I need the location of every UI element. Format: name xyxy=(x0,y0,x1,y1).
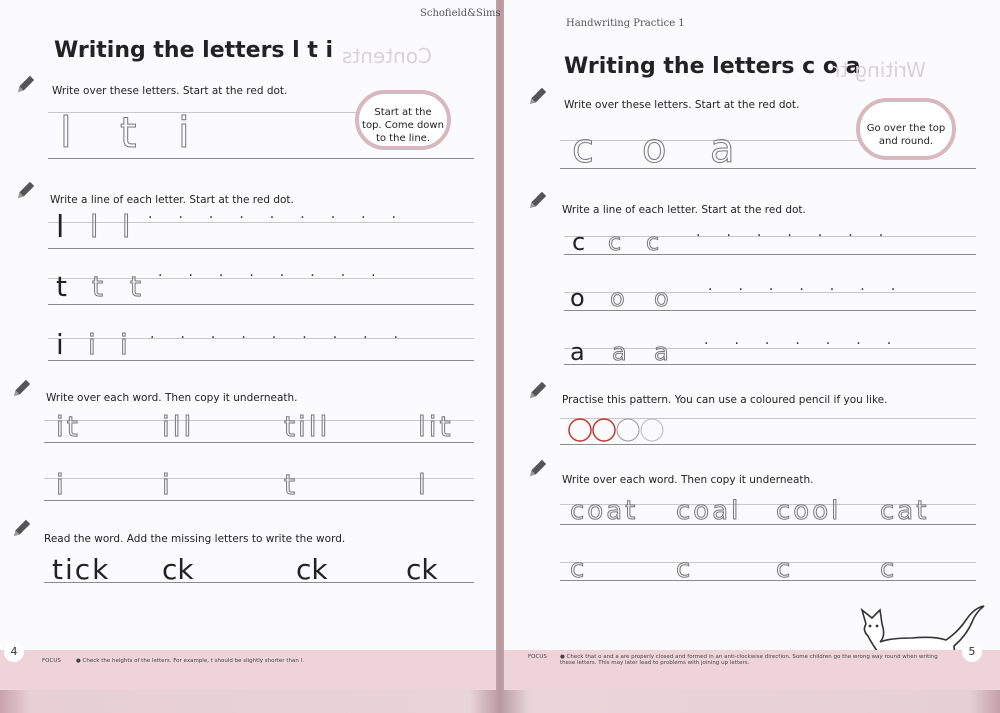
trace-word: lit xyxy=(418,410,454,443)
instruction-2: Write a line of each letter. Start at the red dot. xyxy=(562,204,806,216)
page-number: 5 xyxy=(962,642,982,662)
trace-word: ill xyxy=(162,410,195,443)
page-footer xyxy=(504,645,1000,690)
trace-letter: i xyxy=(162,468,170,501)
model-letter: t xyxy=(56,270,67,303)
pencil-icon xyxy=(526,86,548,108)
start-dots: ······· xyxy=(708,282,922,298)
trace-letter-3: a xyxy=(710,126,735,172)
start-dots: ········· xyxy=(148,210,423,226)
guide-line xyxy=(48,360,474,361)
right-page xyxy=(504,0,1000,690)
word-ending: ck xyxy=(296,553,328,586)
trace-word: cool xyxy=(776,496,842,526)
instruction-3: Practise this pattern. You can use a coloured pencil if you like. xyxy=(562,394,888,406)
trace-letter-2: t xyxy=(120,108,137,157)
page-title: Writing the letters l t i xyxy=(54,38,334,63)
trace-word: it xyxy=(56,410,81,443)
trace-letter: l xyxy=(90,210,99,245)
circle-pattern xyxy=(566,416,696,444)
model-word: tick xyxy=(52,553,111,586)
trace-letter-3: i xyxy=(178,108,190,157)
instruction-4: Read the word. Add the missing letters to write the word. xyxy=(44,533,346,545)
focus-label: FOCUS xyxy=(42,658,61,664)
pencil-icon xyxy=(526,458,548,480)
trace-letter: i xyxy=(56,468,64,501)
pencil-icon xyxy=(14,180,36,202)
pencil-icon xyxy=(526,190,548,212)
model-letter: o xyxy=(570,284,585,312)
trace-letter-1: l xyxy=(60,108,72,157)
guide-line xyxy=(44,500,474,501)
guide-line xyxy=(560,444,976,445)
page-title: Writing the letters c o a xyxy=(564,54,861,79)
bubble-text: top. Come down xyxy=(362,120,444,131)
model-letter: l xyxy=(56,210,65,245)
publisher-header: Schofield&Sims xyxy=(420,8,501,19)
start-dots: ········ xyxy=(158,268,402,284)
trace-letter: l xyxy=(418,468,426,501)
model-letter: c xyxy=(572,228,586,256)
guide-line xyxy=(48,112,388,113)
focus-note: ● Check the heights of the letters. For example, t should be slightly shorter than l. xyxy=(76,658,304,664)
bubble-text: Start at the xyxy=(374,107,432,118)
trace-letter: t xyxy=(284,468,295,501)
trace-letter: a xyxy=(654,338,669,366)
trace-letter-2: o xyxy=(642,126,667,172)
pencil-icon xyxy=(10,378,32,400)
trace-letter: c xyxy=(676,554,691,584)
focus-label: FOCUS xyxy=(528,654,547,660)
page-footer xyxy=(0,645,496,690)
speech-bubble xyxy=(355,90,451,150)
show-through-text: Writing tr xyxy=(832,58,926,82)
bubble-text: and round. xyxy=(878,136,934,147)
trace-letter: l xyxy=(122,210,131,245)
bubble-text: to the line. xyxy=(375,133,431,144)
guide-line xyxy=(48,304,474,305)
instruction-2: Write a line of each letter. Start at the red dot. xyxy=(50,194,294,206)
trace-letter: a xyxy=(612,338,627,366)
trace-word: till xyxy=(284,410,331,443)
focus-note: ● Check that o and a are properly closed and formed in an anti-clockwise direction. Some children go the wrong way round when writing these letters. This may later lead to problems with joining up letters. xyxy=(560,654,938,666)
speech-bubble xyxy=(856,98,956,160)
guide-line xyxy=(564,310,976,311)
trace-letter: t xyxy=(130,270,141,303)
guide-line xyxy=(564,254,976,255)
instruction-1: Write over these letters. Start at the red dot. xyxy=(564,99,800,111)
trace-word: coal xyxy=(676,496,742,526)
instruction-4: Write over each word. Then copy it underneath. xyxy=(562,474,814,486)
guide-line xyxy=(560,562,976,563)
trace-word: cat xyxy=(880,496,930,526)
trace-letter: c xyxy=(646,228,660,256)
model-letter: a xyxy=(570,338,585,366)
book-header: Handwriting Practice 1 xyxy=(566,18,685,29)
trace-word: coat xyxy=(570,496,639,526)
show-through-text: Contents xyxy=(342,44,432,68)
trace-letter: i xyxy=(120,328,128,361)
guide-line xyxy=(560,168,976,169)
start-dots: ······· xyxy=(696,228,910,244)
word-ending: ck xyxy=(406,553,438,586)
word-ending: ck xyxy=(162,553,194,586)
instruction-1: Write over these letters. Start at the red dot. xyxy=(52,85,288,97)
trace-letter: c xyxy=(570,554,585,584)
trace-letter: c xyxy=(880,554,895,584)
model-letter: i xyxy=(56,328,64,361)
bubble-text: Go over the top xyxy=(866,123,946,134)
trace-letter: c xyxy=(776,554,791,584)
left-page xyxy=(0,0,501,690)
pencil-icon xyxy=(14,74,36,96)
guide-line xyxy=(44,478,474,479)
page-number: 4 xyxy=(4,642,24,662)
guide-line xyxy=(560,580,976,581)
trace-letter: t xyxy=(92,270,103,303)
trace-letter: o xyxy=(610,284,625,312)
trace-letter: c xyxy=(608,228,622,256)
guide-line xyxy=(48,158,474,159)
pencil-icon xyxy=(10,518,32,540)
instruction-3: Write over each word. Then copy it underneath. xyxy=(46,392,298,404)
trace-letter-1: c xyxy=(572,126,594,172)
trace-letter: i xyxy=(88,328,96,361)
guide-line xyxy=(48,248,474,249)
start-dots: ········· xyxy=(150,330,425,346)
guide-line xyxy=(44,442,474,443)
start-dots: ······· xyxy=(704,336,918,352)
guide-line xyxy=(44,420,474,421)
trace-letter: o xyxy=(654,284,669,312)
pencil-icon xyxy=(526,380,548,402)
